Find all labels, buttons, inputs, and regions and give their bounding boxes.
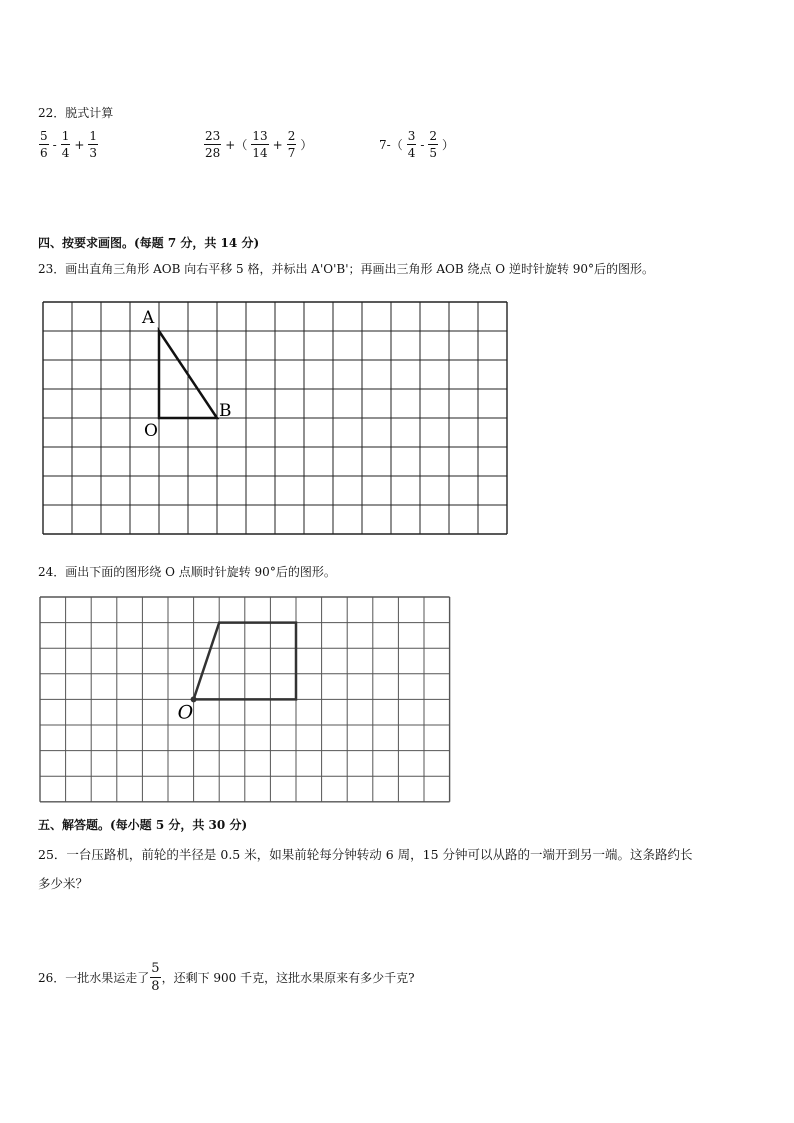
q25-line-2: 多少米？	[38, 876, 89, 891]
label-o-italic: O	[177, 701, 194, 724]
q24-text: 24．画出下面的图形绕 O 点顺时针旋转 90°后的图形。	[38, 565, 336, 579]
q26-text-after: ，还剩下 900 千克，这批水果原来有多少千克?	[161, 971, 415, 985]
q26-text-before: 26．一批水果运走了	[38, 971, 150, 985]
fraction: $\frac{13}{14}$	[252, 129, 268, 160]
section-4-title: 四、按要求画图。(每题 7 分，共 14 分)	[38, 236, 260, 250]
label-o: O	[144, 421, 158, 441]
q23-grid	[43, 302, 507, 534]
label-b: B	[219, 401, 232, 421]
q22-title: 22．脱式计算	[38, 106, 114, 120]
fraction: $\frac{23}{28}$	[205, 129, 221, 160]
q26-question	[38, 962, 415, 993]
section-5-title: 五、解答题。(每小题 5 分，共 30 分)	[38, 818, 248, 832]
fraction: $\frac{2}{5}$	[429, 129, 438, 160]
fraction: $\frac{3}{4}$	[407, 129, 416, 160]
fraction: $\frac{5}{6}$	[40, 129, 48, 160]
q22-expression-3: 7-（ $\frac{3}{4}$ - $\frac{2}{5}$ ）	[379, 129, 455, 160]
q22-expression-2: $\frac{23}{28}$ +（ $\frac{13}{14}$ + $\frac{2}{7}$ ）	[205, 129, 313, 160]
q26-fraction: $\frac{5}{8}$	[151, 961, 160, 994]
fraction: $\frac{1}{4}$	[61, 129, 70, 160]
label-a: A	[142, 308, 155, 328]
q23-text: 23．画出直角三角形 AOB 向右平移 5 格，并标出 A'O'B'；再画出三角形 AOB 绕点 O 逆时针旋转 90°后的图形。	[38, 262, 655, 276]
q25-line-1: 25．一台压路机，前轮的半径是 0.5 米，如果前轮每分钟转动 6 周，15 分钟可以从路的一端开到另一端。这条路约长	[38, 847, 693, 862]
fraction: $\frac{2}{7}$	[287, 129, 296, 160]
fraction: $\frac{1}{3}$	[89, 129, 98, 160]
q22-expression-1: $\frac{5}{6}$ - $\frac{1}{4}$ + $\frac{1}{3}$	[40, 129, 98, 160]
